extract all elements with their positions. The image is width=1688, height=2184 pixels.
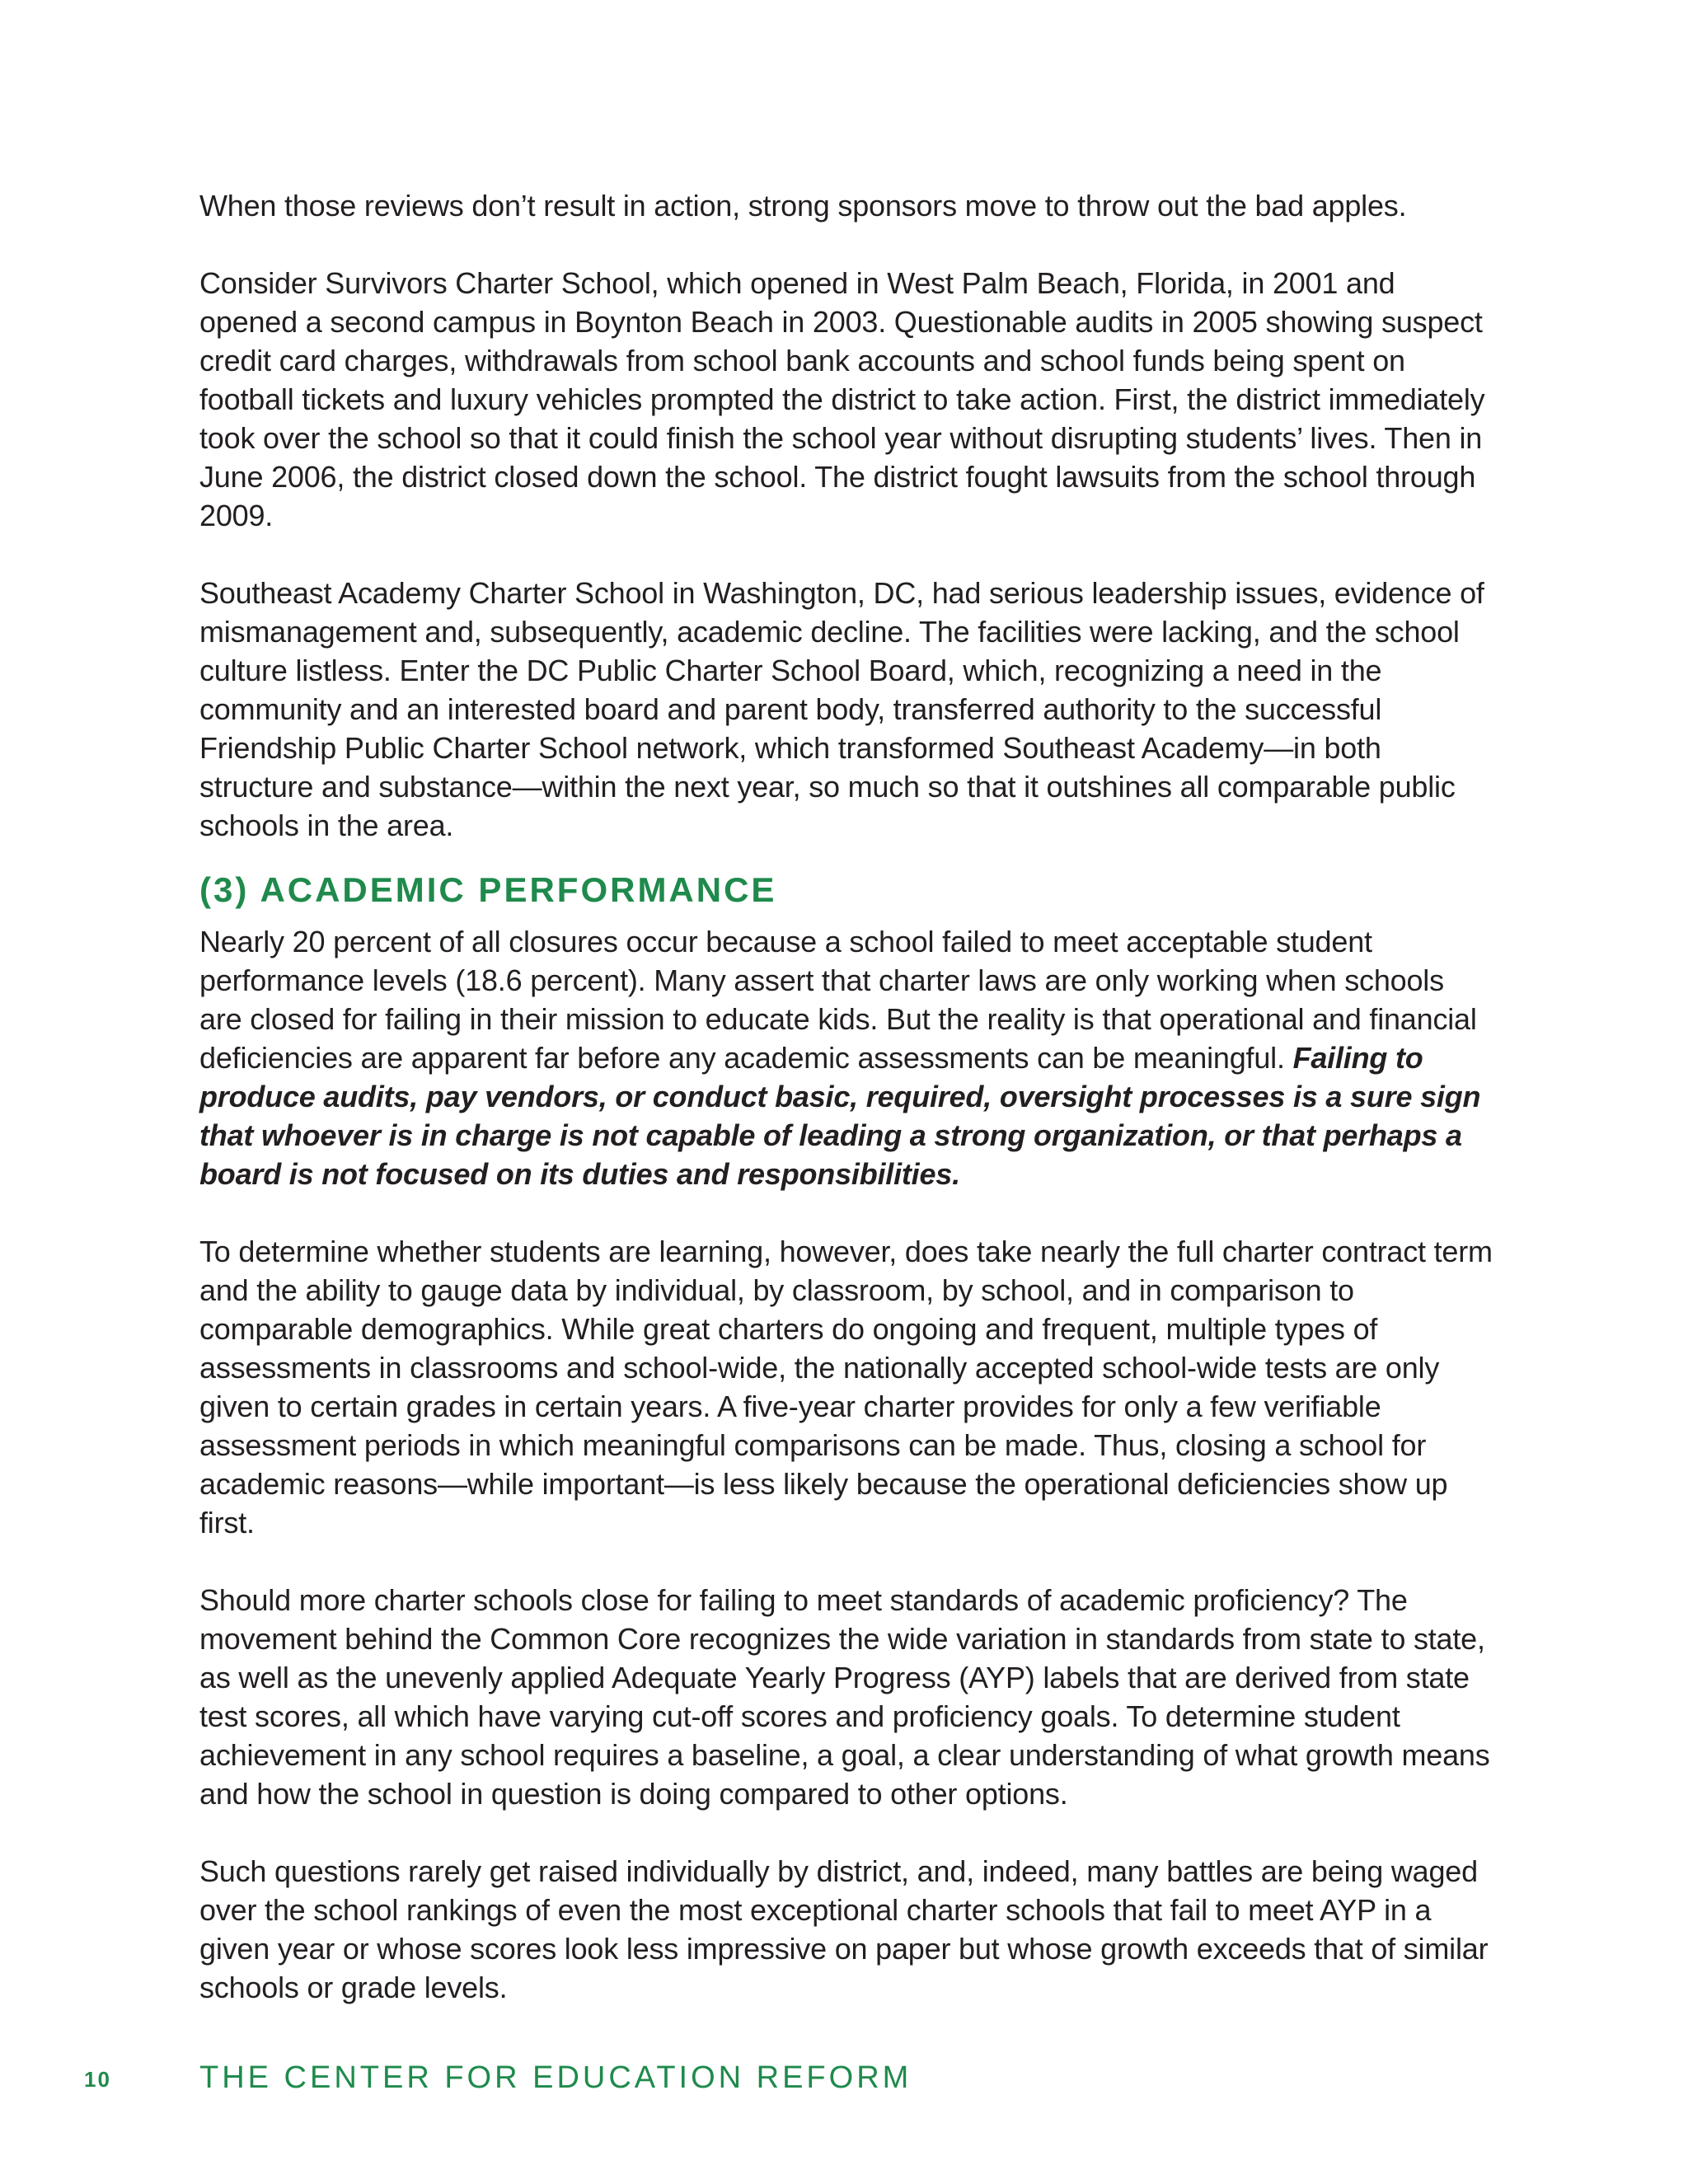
paragraph-academic-closures-text: Nearly 20 percent of all closures occur because a school failed to meet acceptable student performance levels (18.6 percent). Many assert that charter laws are only working when schools are closed for failing in their mission to educate kids. But the reality is that operational and financial deficiencies are apparent far before any academic assessments can be meaningful. xyxy=(199,925,1477,1075)
page-number: 10 xyxy=(84,2067,111,2092)
paragraph-southeast-academy: Southeast Academy Charter School in Washington, DC, had serious leadership issues, evidence of mismanagement and, subsequently, academic decline. The facilities were lacking, and the school culture listless. Enter the DC Public Charter School Board, which, recognizing a need in the community and an interested board and parent body, transferred authority to the successful Friendship Public Charter School network, which transformed Southeast Academy—in both structure and substance—within the next year, so much so that it outshines all comparable public schools in the area. xyxy=(199,576,1484,842)
paragraph-common-core: Should more charter schools close for failing to meet standards of academic proficiency? The movement behind the Common Core recognizes the wide variation in standards from state to state, as well as the unevenly applied Adequate Yearly Progress (AYP) labels that are derived from state test scores, all which have varying cut-off scores and proficiency goals. To determine student achievement in any school requires a baseline, a goal, a clear understanding of what growth means and how the school in question is doing compared to other options. xyxy=(199,1583,1490,1811)
emphasized-statement: Failing to produce audits, pay vendors, or conduct basic, required, oversight processes is a sure sign that whoever is in charge is not capable of leading a strong organization, or that perhaps a board is not focused on its duties and responsibilities. xyxy=(199,1041,1481,1191)
section-heading-academic-performance: (3) ACADEMIC PERFORMANCE xyxy=(199,870,777,909)
paragraph-academic-closures xyxy=(199,922,1493,1193)
page-footer xyxy=(0,2060,1688,2110)
paragraph-survivors-charter: Consider Survivors Charter School, which opened in West Palm Beach, Florida, in 2001 and opened a second campus in Boynton Beach in 2003. Questionable audits in 2005 showing suspect credit card charges, withdrawals from school bank accounts and school funds being spent on football tickets and luxury vehicles prompted the district to take action. First, the district immediately took over the school so that it could finish the school year without disrupting students’ lives. Then in June 2006, the district closed down the school. The district fought lawsuits from the school through 2009. xyxy=(199,266,1485,532)
paragraph-bad-apples: When those reviews don’t result in action, strong sponsors move to throw out the bad apples. xyxy=(199,189,1407,223)
footer-organization-name: THE CENTER FOR EDUCATION REFORM xyxy=(199,2060,912,2095)
page-content xyxy=(199,186,1493,2046)
paragraph-determining-learning: To determine whether students are learning, however, does take nearly the full charter contract term and the ability to gauge data by individual, by classroom, by school, and in comparison to comparable demographics. While great charters do ongoing and frequent, multiple types of assessments in classrooms and school-wide, the nationally accepted school-wide tests are only given to certain grades in certain years. A five-year charter provides for only a few verifiable assessment periods in which meaningful comparisons can be made. Thus, closing a school for academic reasons—while important—is less likely because the operational deficiencies show up first. xyxy=(199,1235,1493,1540)
paragraph-school-rankings: Such questions rarely get raised individually by district, and, indeed, many battles are being waged over the school rankings of even the most exceptional charter schools that fail to meet AYP in a given year or whose scores look less impressive on paper but whose growth exceeds that of similar schools or grade levels. xyxy=(199,1854,1489,2004)
